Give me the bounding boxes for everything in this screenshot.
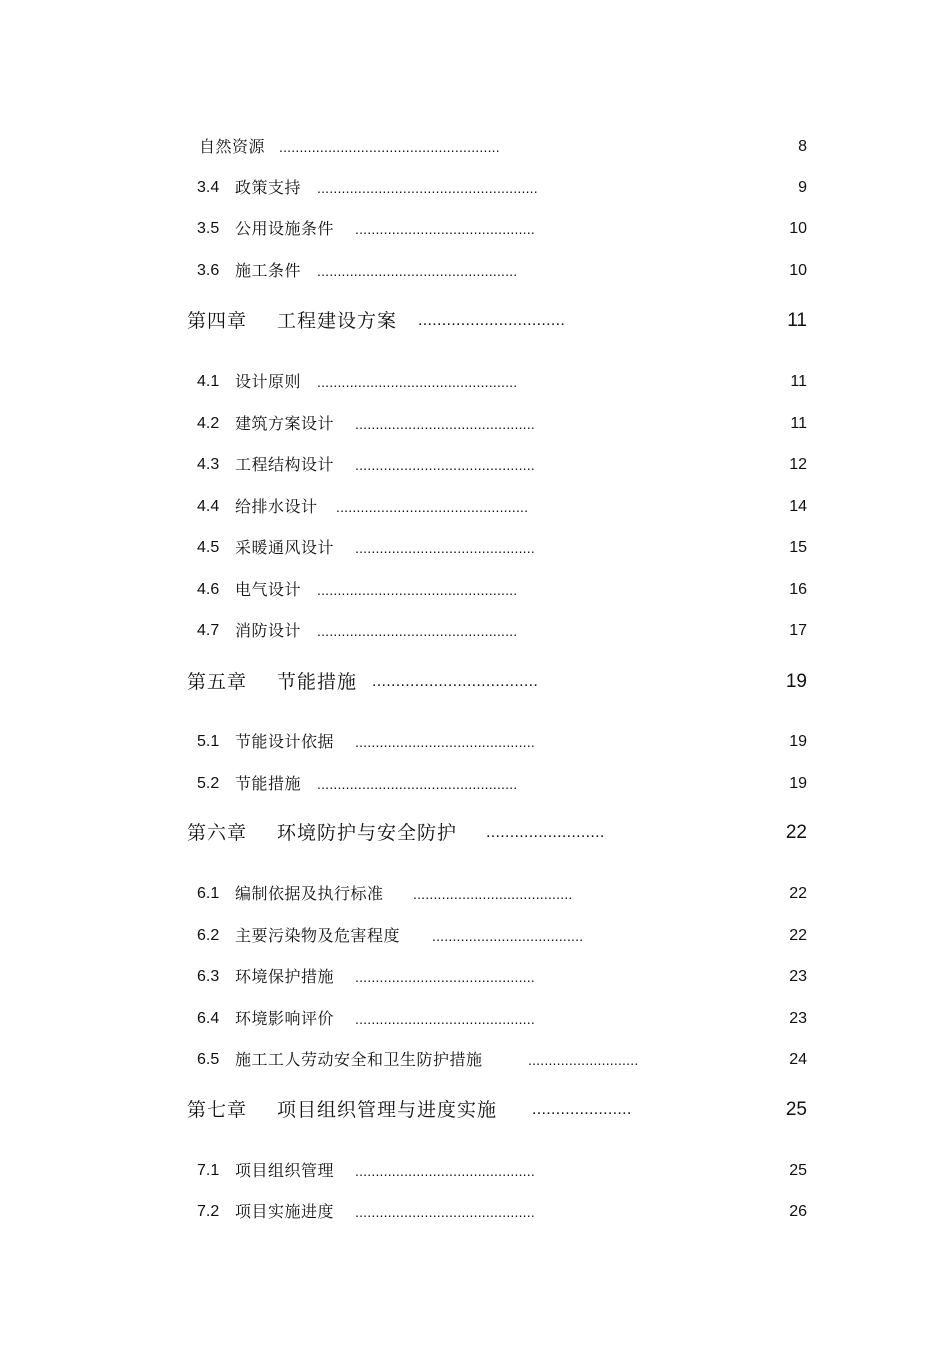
chapter-title: 节能措施: [277, 671, 358, 693]
toc-entry-number: 6.2: [197, 927, 220, 944]
toc-page-number: 14: [789, 498, 807, 515]
chapter-label: 第五章: [187, 671, 248, 693]
toc-entry-6-5[interactable]: [0, 1045, 950, 1075]
toc-chapter-4[interactable]: [0, 306, 950, 336]
toc-entry-number: 6.3: [197, 968, 220, 985]
toc-entry-6-3[interactable]: [0, 962, 950, 992]
toc-leader: ............................................: [355, 1204, 535, 1220]
toc-entry-6-1[interactable]: [0, 879, 950, 909]
toc-chapter-7[interactable]: [0, 1095, 950, 1125]
toc-entry-number: 7.2: [197, 1203, 220, 1220]
toc-page-number: 9: [798, 179, 807, 196]
toc-leader: ............................................: [355, 457, 535, 473]
toc-entry-natural-resources[interactable]: [0, 132, 950, 162]
toc-entry-4-2[interactable]: [0, 409, 950, 439]
toc-entry-title: 消防设计: [235, 621, 302, 640]
toc-leader: .........................: [486, 824, 605, 841]
toc-entry-number: 4.7: [197, 622, 220, 639]
chapter-label: 第六章: [187, 822, 248, 844]
toc-page-number: 26: [789, 1203, 807, 1220]
toc-leader: ...............................: [418, 312, 566, 329]
toc-entry-5-1[interactable]: [0, 727, 950, 757]
toc-entry-4-5[interactable]: [0, 533, 950, 563]
chapter-title: 工程建设方案: [277, 310, 398, 332]
toc-entry-title: 电气设计: [235, 580, 302, 599]
toc-entry-title: 项目组织管理: [235, 1161, 335, 1180]
toc-page-number: 8: [798, 138, 807, 155]
toc-entry-title: 政策支持: [235, 178, 302, 197]
toc-page-number: 25: [785, 1099, 807, 1120]
toc-entry-number: 3.4: [197, 179, 220, 196]
toc-page-number: 19: [789, 775, 807, 792]
toc-entry-number: 5.1: [197, 733, 220, 750]
toc-page-number: 22: [789, 885, 807, 902]
toc-leader: .......................................: [413, 886, 573, 902]
toc-leader: .....................................: [432, 928, 584, 944]
toc-entry-title: 给排水设计: [235, 497, 318, 516]
toc-chapter-6[interactable]: [0, 818, 950, 848]
toc-leader: ......................................................: [317, 180, 538, 196]
toc-entry-number: 5.2: [197, 775, 220, 792]
toc-entry-4-4[interactable]: [0, 492, 950, 522]
toc-leader: .....................: [532, 1101, 632, 1118]
toc-leader: .................................................: [317, 263, 518, 279]
toc-entry-title: 环境影响评价: [235, 1009, 335, 1028]
toc-entry-number: 4.5: [197, 539, 220, 556]
toc-entry-number: 4.6: [197, 581, 220, 598]
toc-entry-title: 采暖通风设计: [235, 538, 335, 557]
toc-leader: .................................................: [317, 582, 518, 598]
toc-leader: ............................................: [355, 1163, 535, 1179]
toc-page-number: 22: [785, 822, 807, 843]
toc-entry-title: 公用设施条件: [235, 219, 335, 238]
toc-leader: ............................................: [355, 416, 535, 432]
toc-entry-3-6[interactable]: [0, 256, 950, 286]
toc-entry-6-2[interactable]: [0, 921, 950, 951]
toc-entry-title: 工程结构设计: [235, 455, 335, 474]
toc-entry-7-1[interactable]: [0, 1156, 950, 1186]
toc-page-number: 11: [787, 310, 807, 331]
toc-leader: ............................................: [355, 1011, 535, 1027]
toc-entry-number: 4.1: [197, 373, 220, 390]
toc-entry-number: 6.1: [197, 885, 220, 902]
toc-page-number: 22: [789, 927, 807, 944]
chapter-title: 项目组织管理与进度实施: [277, 1099, 498, 1121]
toc-entry-title: 编制依据及执行标准: [235, 884, 384, 903]
toc-entry-number: 6.4: [197, 1010, 220, 1027]
toc-page-number: 23: [789, 968, 807, 985]
toc-entry-title: 设计原则: [235, 372, 302, 391]
toc-page-number: 19: [789, 733, 807, 750]
toc-entry-number: 7.1: [197, 1162, 220, 1179]
toc-entry-title: 施工工人劳动安全和卫生防护措施: [235, 1050, 483, 1069]
toc-page-number: 12: [789, 456, 807, 473]
toc-leader: ...........................: [528, 1052, 639, 1068]
toc-leader: ......................................................: [279, 139, 500, 155]
toc-entry-title: 节能设计依据: [235, 732, 335, 751]
toc-entry-number: 4.3: [197, 456, 220, 473]
toc-entry-number: 4.2: [197, 415, 220, 432]
toc-entry-title: 施工条件: [235, 261, 302, 280]
toc-leader: .................................................: [317, 623, 518, 639]
toc-page-number: 16: [789, 581, 807, 598]
toc-entry-title: 项目实施进度: [235, 1202, 335, 1221]
toc-page-number: 17: [789, 622, 807, 639]
toc-leader: .................................................: [317, 776, 518, 792]
toc-leader: ............................................: [355, 221, 535, 237]
toc-leader: ............................................: [355, 540, 535, 556]
toc-page-number: 10: [789, 262, 807, 279]
toc-entry-number: 4.4: [197, 498, 220, 515]
chapter-label: 第四章: [187, 310, 248, 332]
toc-page-number: 24: [789, 1051, 807, 1068]
toc-entry-4-3[interactable]: [0, 450, 950, 480]
toc-page-number: 19: [785, 671, 807, 692]
toc-entry-5-2[interactable]: [0, 769, 950, 799]
toc-entry-number: 6.5: [197, 1051, 220, 1068]
toc-page-number: 11: [790, 415, 807, 432]
toc-entry-title: 自然资源: [199, 137, 266, 156]
toc-page-number: 11: [790, 373, 807, 390]
toc-entry-6-4[interactable]: [0, 1004, 950, 1034]
toc-entry-3-4[interactable]: [0, 173, 950, 203]
toc-entry-4-6[interactable]: [0, 575, 950, 605]
toc-leader: .................................................: [317, 374, 518, 390]
toc-entry-number: 3.6: [197, 262, 220, 279]
toc-page-number: 23: [789, 1010, 807, 1027]
chapter-title: 环境防护与安全防护: [277, 822, 458, 844]
toc-entry-4-1[interactable]: [0, 367, 950, 397]
toc-entry-title: 节能措施: [235, 774, 302, 793]
toc-page-number: 25: [789, 1162, 807, 1179]
toc-leader: ............................................: [355, 969, 535, 985]
toc-page-number: 10: [789, 220, 807, 237]
toc-chapter-5[interactable]: [0, 667, 950, 697]
toc-entry-title: 主要污染物及危害程度: [235, 926, 401, 945]
toc-entry-4-7[interactable]: [0, 616, 950, 646]
toc-leader: ............................................: [355, 734, 535, 750]
toc-entry-number: 3.5: [197, 220, 220, 237]
toc-entry-title: 环境保护措施: [235, 967, 335, 986]
toc-entry-title: 建筑方案设计: [235, 414, 335, 433]
toc-leader: ...................................: [372, 673, 539, 690]
toc-entry-3-5[interactable]: [0, 214, 950, 244]
chapter-label: 第七章: [187, 1099, 248, 1121]
toc-leader: ...............................................: [336, 499, 529, 515]
toc-entry-7-2[interactable]: [0, 1197, 950, 1227]
toc-page-number: 15: [789, 539, 807, 556]
